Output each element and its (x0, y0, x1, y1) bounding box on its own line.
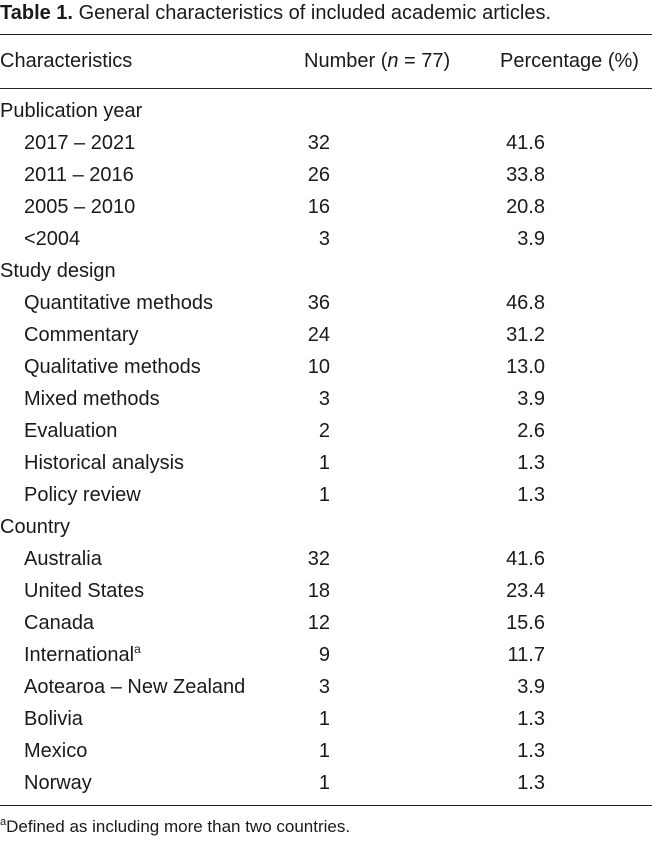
table-row (0, 415, 652, 447)
row-percentage: 20.8 (506, 196, 545, 218)
row-number: 12 (307, 612, 330, 634)
row-number: 9 (318, 644, 330, 666)
row-percentage: 23.4 (506, 580, 545, 602)
row-label: United States (24, 580, 145, 602)
row-label: Historical analysis (24, 452, 185, 474)
row-label: 2017 – 2021 (24, 132, 136, 154)
row-percentage: 33.8 (506, 164, 545, 186)
table-row (0, 223, 652, 255)
table-row (0, 351, 652, 383)
group-heading: Country (0, 516, 71, 538)
table-row (0, 767, 652, 799)
table-row (0, 319, 652, 351)
table-row (0, 383, 652, 415)
row-percentage: 2.6 (517, 420, 545, 442)
footnote-marker: a (0, 816, 7, 828)
row-percentage: 13.0 (506, 356, 545, 378)
row-number: 36 (307, 292, 330, 314)
table-label: Table 1. (0, 2, 73, 24)
row-number: 3 (318, 388, 330, 410)
group-heading: Publication year (0, 100, 143, 122)
header-number-suffix: = 77) (398, 50, 451, 72)
table-caption (0, 0, 652, 26)
row-number: 3 (318, 228, 330, 250)
row-percentage: 1.3 (517, 484, 545, 506)
row-percentage: 31.2 (506, 324, 545, 346)
row-label: 2005 – 2010 (24, 196, 136, 218)
row-percentage: 11.7 (507, 644, 545, 666)
row-number: 32 (307, 132, 330, 154)
row-label: Qualitative methods (24, 356, 201, 378)
caption-text: General characteristics of included academic articles. (78, 2, 551, 24)
group-heading-row (0, 511, 652, 543)
bottom-rule (0, 805, 652, 806)
header-percentage: Percentage (%) (500, 50, 639, 72)
row-percentage: 3.9 (517, 228, 545, 250)
row-number: 10 (307, 356, 330, 378)
row-percentage: 1.3 (517, 740, 545, 762)
row-number: 1 (318, 452, 330, 474)
row-label: Mixed methods (24, 388, 160, 410)
table-row (0, 543, 652, 575)
top-rule (0, 34, 652, 35)
row-number: 3 (318, 676, 330, 698)
row-label: Commentary (24, 324, 139, 346)
row-label: Aotearoa – New Zealand (24, 676, 246, 698)
header-rule (0, 88, 652, 89)
table-row (0, 287, 652, 319)
row-number: 26 (307, 164, 330, 186)
group-heading-row (0, 95, 652, 127)
table-footnote (0, 815, 652, 839)
row-label: Canada (24, 612, 95, 634)
row-percentage: 3.9 (517, 388, 545, 410)
table-row (0, 671, 652, 703)
row-percentage: 3.9 (517, 676, 545, 698)
row-label: Mexico (24, 740, 88, 762)
row-percentage: 46.8 (506, 292, 545, 314)
row-number: 24 (307, 324, 330, 346)
row-label: Australia (24, 548, 102, 570)
row-number: 1 (318, 772, 330, 794)
row-percentage: 1.3 (517, 708, 545, 730)
table-row (0, 735, 652, 767)
table-row (0, 639, 652, 671)
row-percentage: 41.6 (506, 132, 545, 154)
row-label: Policy review (24, 484, 141, 506)
header-characteristics: Characteristics (0, 50, 133, 72)
group-heading-row (0, 255, 652, 287)
table-row (0, 703, 652, 735)
row-percentage: 41.6 (506, 548, 545, 570)
row-percentage: 1.3 (517, 452, 545, 474)
table-row (0, 575, 652, 607)
footnote-text: Defined as including more than two countries. (6, 817, 351, 836)
row-percentage: 1.3 (517, 772, 545, 794)
row-label: <2004 (24, 228, 81, 250)
row-label-with-note (24, 639, 141, 671)
table-row (0, 191, 652, 223)
row-label: Quantitative methods (24, 292, 213, 314)
table-row (0, 159, 652, 191)
table-row (0, 447, 652, 479)
row-label: 2011 – 2016 (24, 164, 134, 186)
table-row (0, 127, 652, 159)
row-label: Evaluation (24, 420, 118, 442)
row-number: 1 (318, 740, 330, 762)
row-number: 2 (318, 420, 330, 442)
group-heading: Study design (0, 260, 116, 282)
table-row (0, 607, 652, 639)
row-percentage: 15.6 (506, 612, 545, 634)
row-number: 1 (318, 708, 330, 730)
row-number: 1 (318, 484, 330, 506)
row-number: 16 (307, 196, 330, 218)
table-body (0, 95, 652, 799)
row-label: Bolivia (24, 708, 83, 730)
header-number-n: n (387, 50, 399, 72)
row-number: 18 (307, 580, 330, 602)
header-number (304, 45, 450, 77)
row-footnote-marker: a (134, 642, 141, 656)
row-label: Norway (24, 772, 92, 794)
row-number: 32 (307, 548, 330, 570)
row-label: International (24, 644, 135, 666)
table-row (0, 479, 652, 511)
header-number-prefix: Number ( (304, 50, 388, 72)
